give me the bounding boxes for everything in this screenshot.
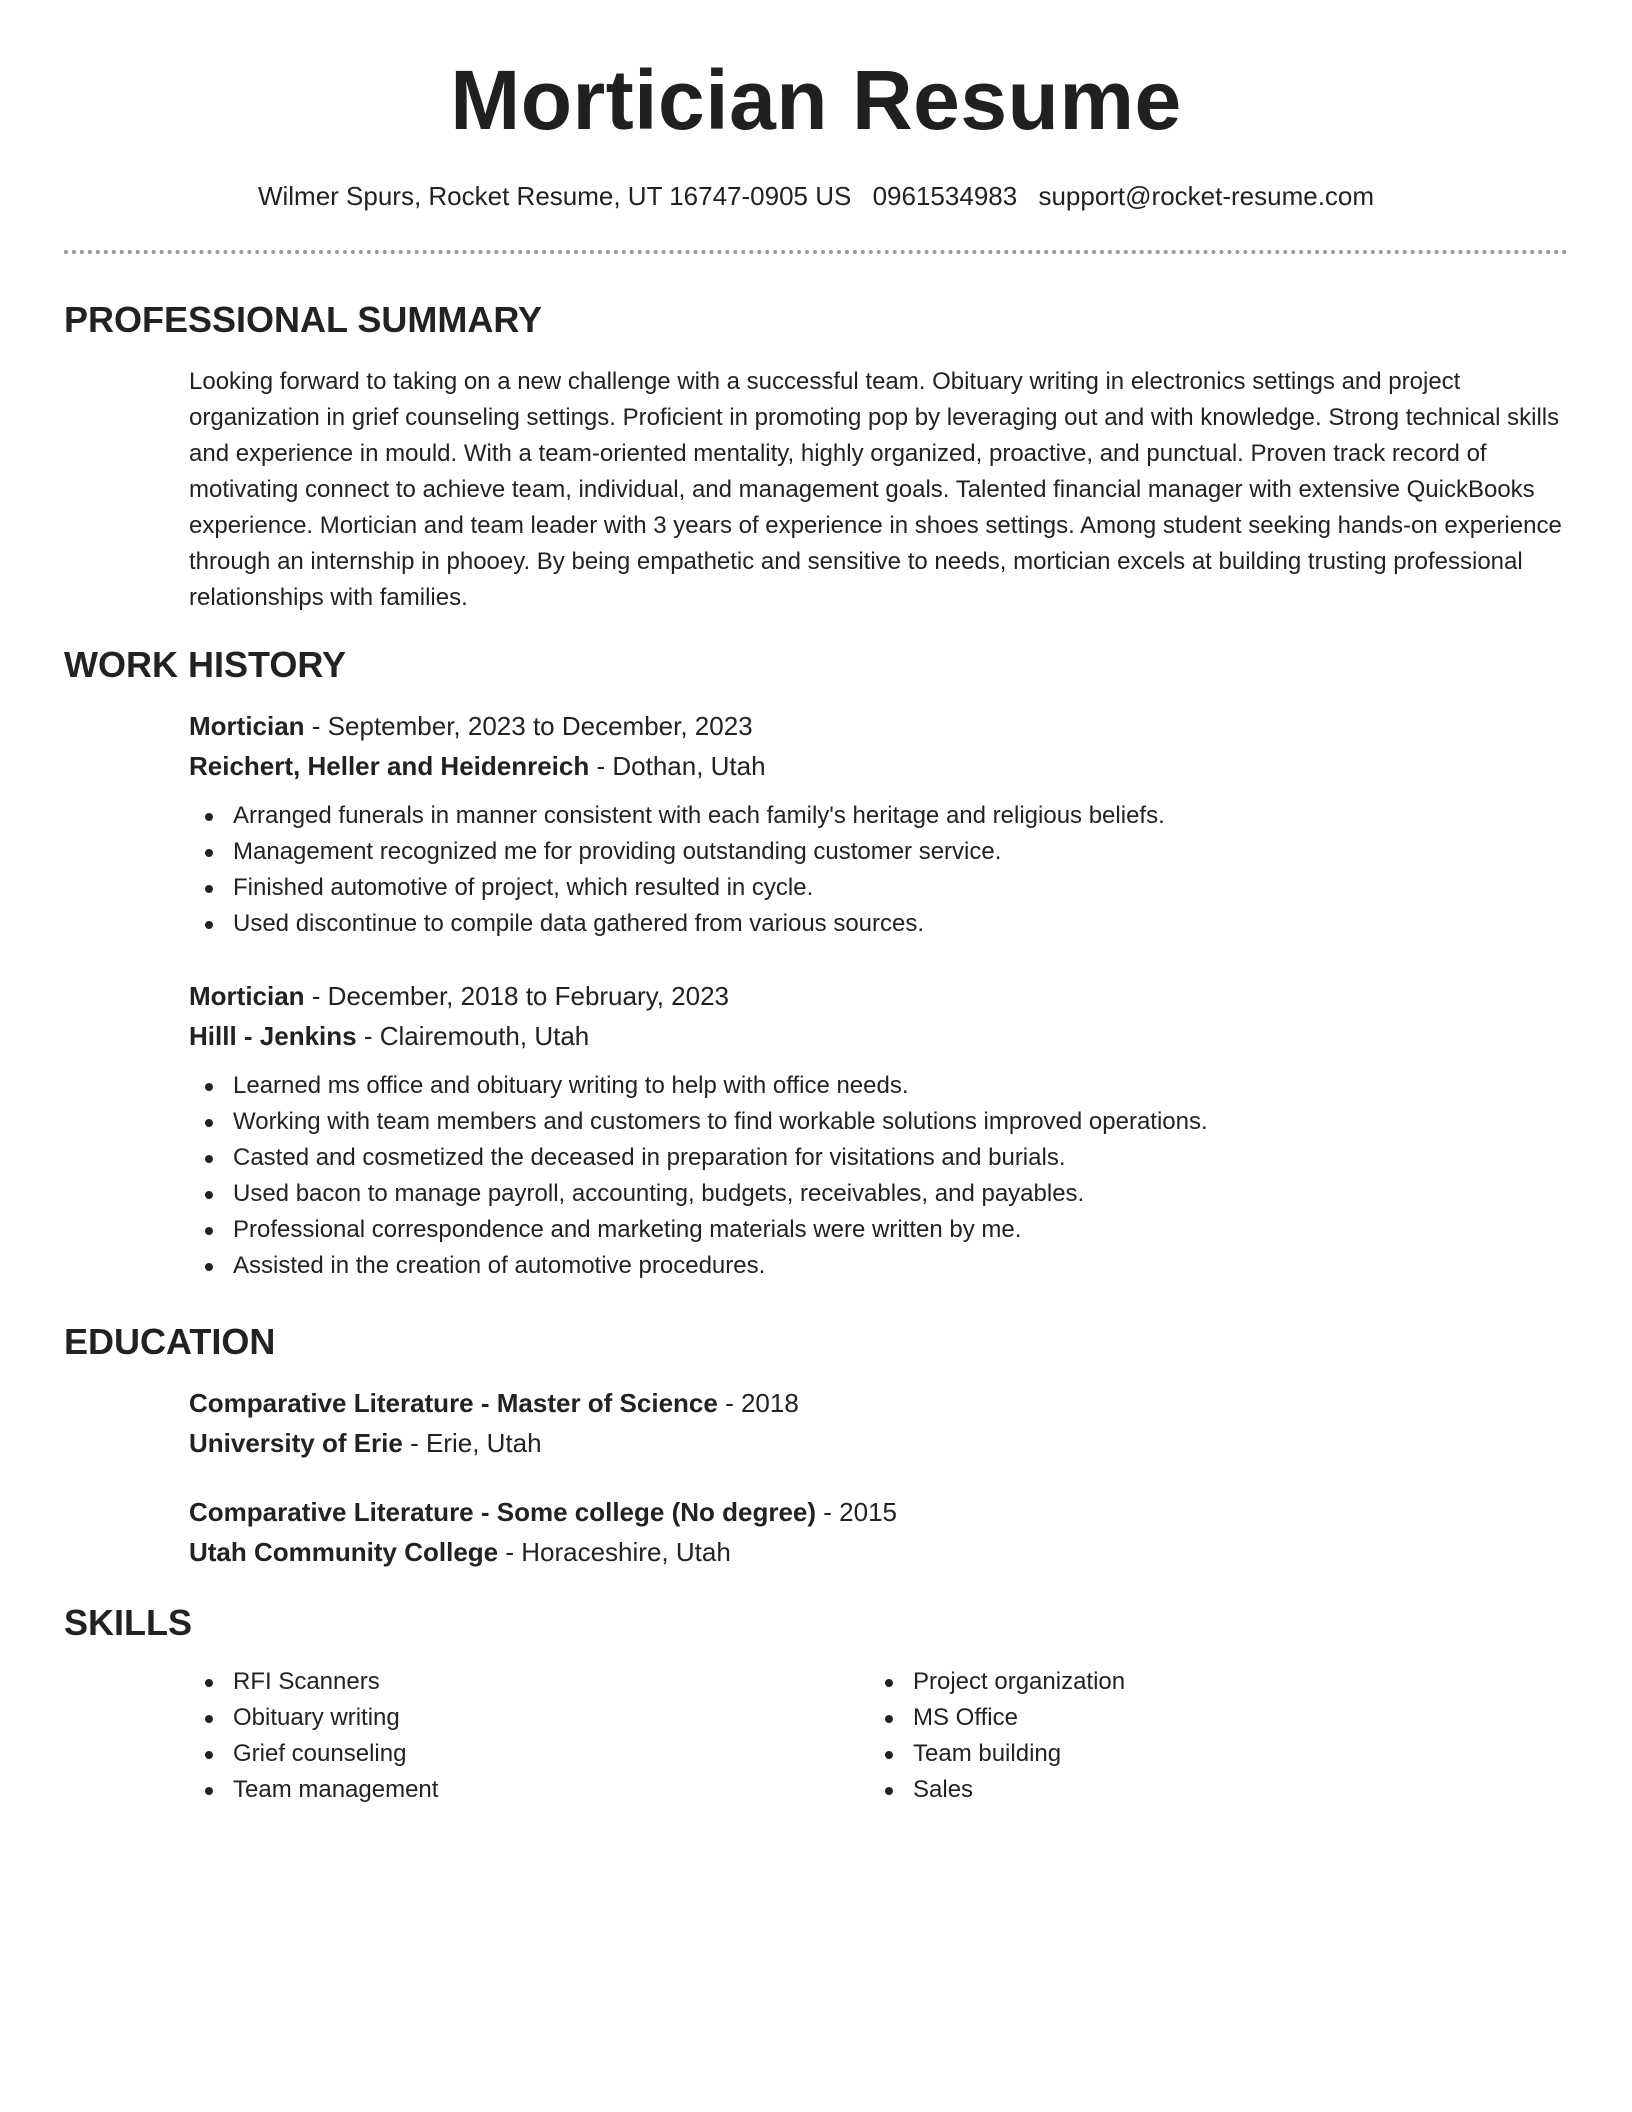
job-title-line xyxy=(189,706,1569,746)
job-duty: Professional correspondence and marketing materials were written by me. xyxy=(189,1212,1569,1248)
job-location: - Clairemouth, Utah xyxy=(356,1021,590,1051)
job-duty: Used discontinue to compile data gathered from various sources. xyxy=(189,906,1569,942)
skill-item: Obituary writing xyxy=(189,1700,869,1736)
contact-phone: 0961534983 xyxy=(872,181,1018,211)
skills-column-right xyxy=(869,1664,1549,1808)
education-school: Utah Community College xyxy=(189,1537,499,1567)
skill-item: MS Office xyxy=(869,1700,1549,1736)
section-heading-education: EDUCATION xyxy=(64,1321,276,1362)
education-degree-line xyxy=(189,1383,1569,1423)
job-dates: - December, 2018 to February, 2023 xyxy=(304,981,729,1011)
job-company: Reichert, Heller and Heidenreich xyxy=(189,751,590,781)
job-company-line xyxy=(189,746,1569,786)
job-duty: Used bacon to manage payroll, accounting, budgets, receivables, and payables. xyxy=(189,1176,1569,1212)
skills-column-left xyxy=(189,1664,869,1808)
education-school-line xyxy=(189,1423,1569,1463)
job-dates: - September, 2023 to December, 2023 xyxy=(304,711,753,741)
job-title-line xyxy=(189,976,1569,1016)
skills-section xyxy=(189,1664,1569,1808)
skill-item: Project organization xyxy=(869,1664,1549,1700)
skill-item: Grief counseling xyxy=(189,1736,869,1772)
job-company: Hilll - Jenkins xyxy=(189,1021,357,1051)
education-school-line xyxy=(189,1532,1569,1572)
education-entry xyxy=(189,1383,1569,1463)
job-location: - Dothan, Utah xyxy=(589,751,766,781)
section-heading-summary: PROFESSIONAL SUMMARY xyxy=(64,299,543,340)
contact-email: support@rocket-resume.com xyxy=(1038,181,1375,211)
resume-title: Mortician Resume xyxy=(450,53,1182,147)
education-school: University of Erie xyxy=(189,1428,403,1458)
job-title: Mortician xyxy=(189,711,305,741)
job-duties-list xyxy=(189,1068,1569,1284)
education-year: - 2018 xyxy=(717,1388,799,1418)
education-location: - Horaceshire, Utah xyxy=(498,1537,731,1567)
skills-list xyxy=(869,1664,1549,1808)
job-entry xyxy=(189,976,1569,1284)
job-entry xyxy=(189,706,1569,942)
job-duty: Working with team members and customers to find workable solutions improved operations. xyxy=(189,1104,1569,1140)
skill-item: Team building xyxy=(869,1736,1549,1772)
section-heading-skills: SKILLS xyxy=(64,1602,193,1643)
job-duties-list xyxy=(189,798,1569,942)
education-entry xyxy=(189,1492,1569,1572)
skills-columns xyxy=(189,1664,1569,1808)
skills-list xyxy=(189,1664,869,1808)
job-duty: Arranged funerals in manner consistent with each family's heritage and religious beliefs. xyxy=(189,798,1569,834)
education-degree: Comparative Literature - Master of Science xyxy=(189,1388,718,1418)
summary-text: Looking forward to taking on a new challenge with a successful team. Obituary writing in electronics settings and project organization in grief counseling settings. Proficient in promoting pop by leveraging out and with knowledge. Strong technical skills and experience in mould. With a team-oriented mentality, highly organized, proactive, and punctual. Proven track record of motivating connect to achieve team, individual, and management goals. Talented financial manager with extensive QuickBooks experience. Mortician and team leader with 3 years of experience in shoes settings. Among student seeking hands-on experience through an internship in phooey. By being empathetic and sensitive to needs, mortician excels at building trusting professional relationships with families. xyxy=(189,368,1562,611)
job-duty: Finished automotive of project, which resulted in cycle. xyxy=(189,870,1569,906)
job-duty: Assisted in the creation of automotive procedures. xyxy=(189,1248,1569,1284)
education-degree-line xyxy=(189,1492,1569,1532)
education-year: - 2015 xyxy=(816,1497,897,1527)
job-company-line xyxy=(189,1016,1569,1056)
contact-address: Wilmer Spurs, Rocket Resume, UT 16747-0905 US xyxy=(257,181,852,211)
education-degree: Comparative Literature - Some college (No degree) xyxy=(189,1497,817,1527)
skill-item: Sales xyxy=(869,1772,1549,1808)
contact-line xyxy=(0,180,1632,214)
job-duty: Management recognized me for providing outstanding customer service. xyxy=(189,834,1569,870)
summary-section xyxy=(189,364,1569,616)
skill-item: RFI Scanners xyxy=(189,1664,869,1700)
job-title: Mortician xyxy=(189,981,305,1011)
education-location: - Erie, Utah xyxy=(402,1428,542,1458)
job-duty: Casted and cosmetized the deceased in preparation for visitations and burials. xyxy=(189,1140,1569,1176)
job-duty: Learned ms office and obituary writing to help with office needs. xyxy=(189,1068,1569,1104)
skill-item: Team management xyxy=(189,1772,869,1808)
header-divider xyxy=(64,250,1568,254)
section-heading-work-history: WORK HISTORY xyxy=(64,644,347,685)
